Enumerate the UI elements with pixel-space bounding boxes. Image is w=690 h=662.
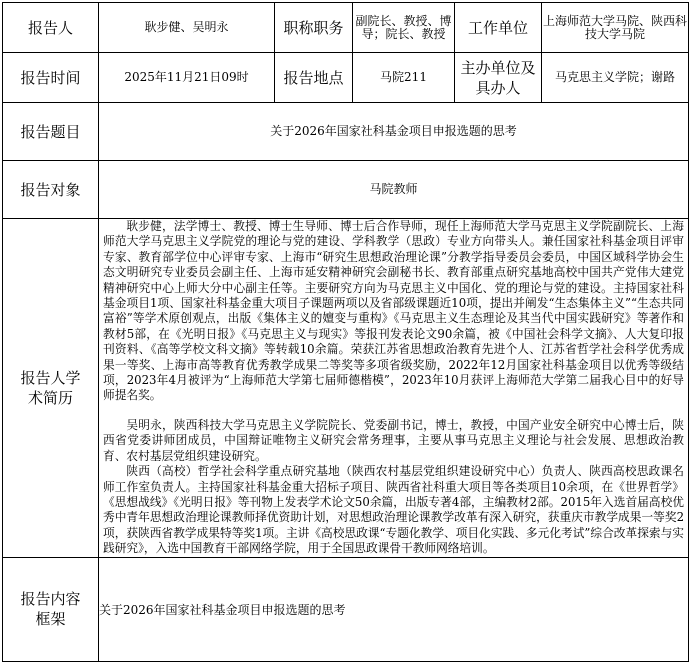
bio-paragraph-3: 陕西（高校）哲学社会科学重点研究基地（陕西农村基层党组织建设研究中心）负责人、陕西高校思政课名师工作室负责人。主持国家社科基金重大招标子项目、陕西省社科重大项目等各类项目10余项，在《世界哲学》《思想战线》《光明日报》等刊物上发表学术论文50余篇，出版专著4部，主编教材2部。2015年入选首届高校优秀中青年思想政治理论课教师择优资助计划，对思想政治理论课教学改革有深入研究，获重庆市教学成果一等奖2项，获陕西省教学成果特等奖1项。主讲《高校思政课“专题化教学、项目化实践、多元化考试”综合改革探索与实践研究》，入选中国教育干部网络学院，用于全国思政课骨干教师网络培训。	[103, 464, 684, 556]
table-row	[3, 103, 689, 161]
work-unit-label: 工作单位	[455, 3, 542, 53]
position-title-value: 副院长、教授、博导；院长、教授	[353, 3, 455, 53]
report-place-value: 马院211	[353, 53, 455, 103]
bio-content	[99, 219, 689, 558]
report-topic-label: 报告题目	[3, 103, 99, 161]
report-audience-value: 马院教师	[99, 161, 689, 219]
report-time-label: 报告时间	[3, 53, 99, 103]
reporter-label: 报告人	[3, 3, 99, 53]
host-unit-label: 主办单位及具办人	[455, 53, 542, 103]
host-unit-value: 马克思主义学院；谢路	[542, 53, 689, 103]
framework-value: 关于2026年国家社科基金项目申报选题的思考	[99, 557, 689, 661]
table-row	[3, 161, 689, 219]
report-time-value: 2025年11月21日09时	[99, 53, 275, 103]
report-place-label: 报告地点	[275, 53, 353, 103]
table-row	[3, 219, 689, 558]
position-title-label: 职称职务	[275, 3, 353, 53]
work-unit-value: 上海师范大学马院、陕西科技大学马院	[542, 3, 689, 53]
bio-paragraph-2: 吴明永，陕西科技大学马克思主义学院院长、党委副书记，博士，教授，中国产业安全研究中心博士后，陕西省党委讲师团成员，中国辩证唯物主义研究会常务理事，主要从事马克思主义理论与社会发展、思想政治教育、农村基层党组织建设研究。	[103, 417, 684, 463]
report-info-table	[2, 2, 689, 662]
report-audience-label: 报告对象	[3, 161, 99, 219]
framework-label: 报告内容框架	[3, 557, 99, 661]
bio-paragraph-1: 耿步健，法学博士、教授、博士生导师、博士后合作导师，现任上海师范大学马克思主义学院副院长、上海师范大学马克思主义学院党的理论与党的建设、学科教学（思政）专业方向带头人。兼任国家社科基金项目评审专家、教育部学位中心评审专家、上海市“研究生思想政治理论课”分教学指导委员会委员，中国区域科学协会生态文明研究专业委员会副主任、上海市延安精神研究会副秘书长、教育部重点研究基地高校中国共产党伟大建党精神研究中心上师大分中心副主任等。主要研究方向为马克思主义中国化、党的理论与党的建设。主持国家社科基金项目1项、国家社科基金重大项目子课题两项以及省部级课题近10项，提出并阐发“生态集体主义”“生态共同富裕”等学术原创观点，出版《集体主义的嬗变与重构》《马克思主义生态理论及其当代中国实践研究》等著作和教材5部，在《光明日报》《马克思主义与现实》等报刊发表论文90余篇，被《中国社会科学文摘》、人大复印报刊资料、《高等学校文科文摘》等转载10余篇。荣获江苏省思想政治教育先进个人、江苏省哲学社会科学优秀成果一等奖、上海市高等教育优秀教学成果二等奖等多项省级奖励，2022年12月国家社科基金项目以优秀等级结项，2023年4月被评为“上海师范大学第七届师德楷模”，2023年10月获评上海师范大学第二届我心目中的好导师提名奖。	[103, 219, 684, 403]
report-topic-value: 关于2026年国家社科基金项目申报选题的思考	[99, 103, 689, 161]
bio-label: 报告人学术简历	[3, 219, 99, 558]
reporter-value: 耿步健、吴明永	[99, 3, 275, 53]
table-row	[3, 557, 689, 661]
table-row	[3, 53, 689, 103]
table-row	[3, 3, 689, 53]
